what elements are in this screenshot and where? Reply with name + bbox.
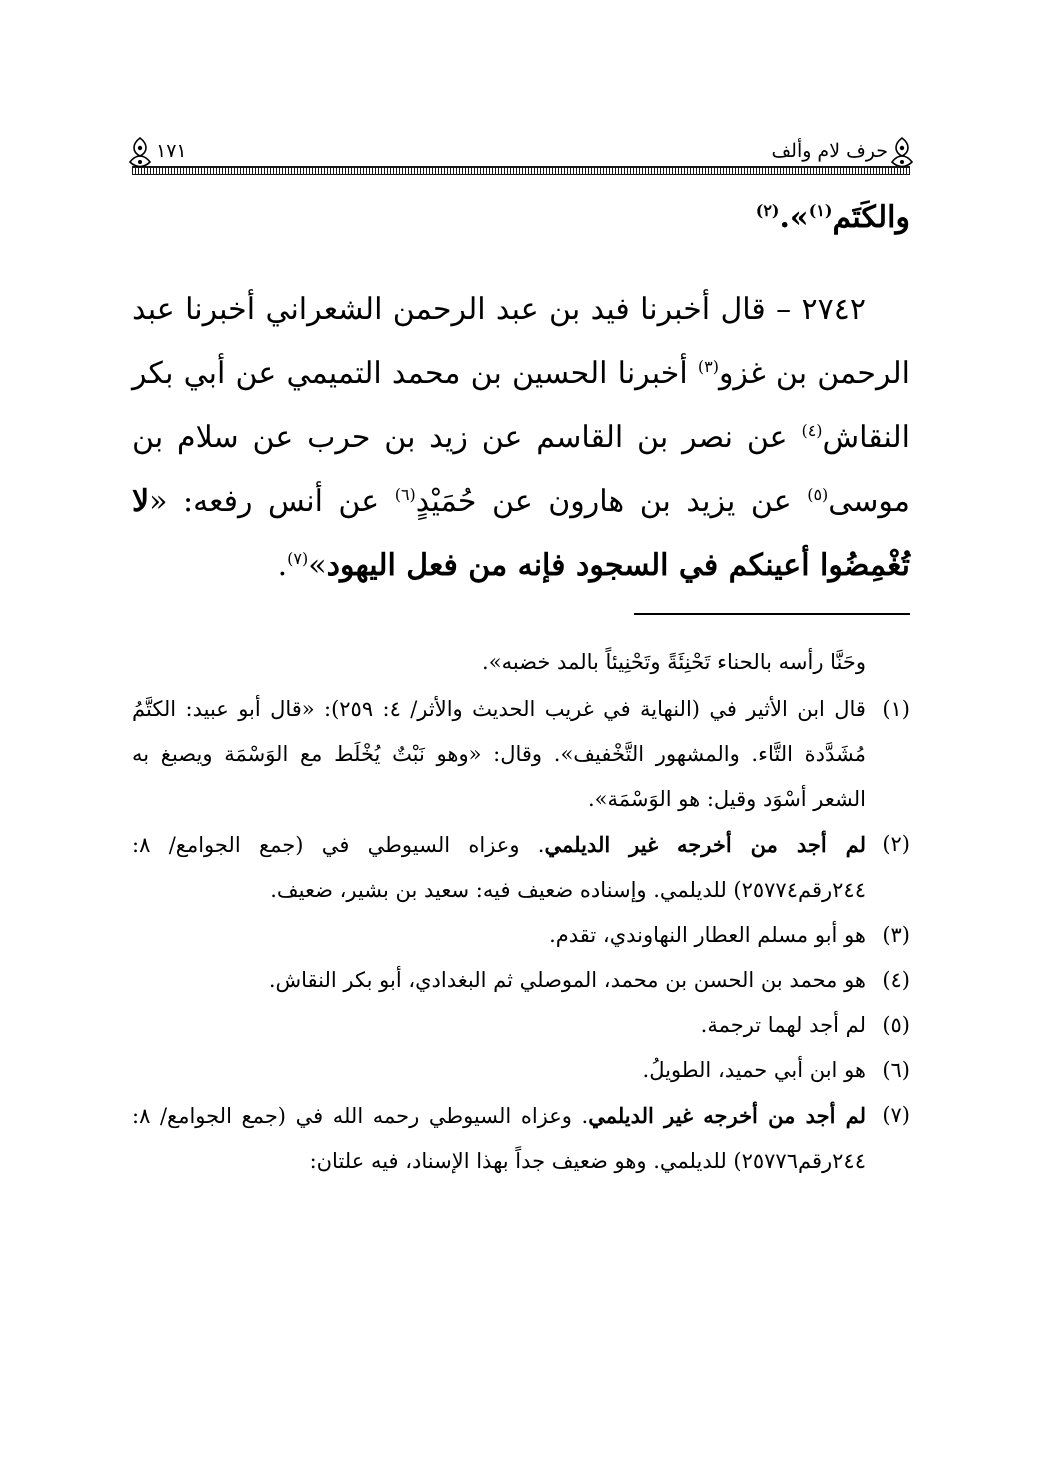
hadith-text: عن يزيد بن هارون عن حُمَيْدٍ — [415, 484, 792, 519]
footnote-item — [132, 687, 910, 822]
footnote-text: لم أجد لهما ترجمة. — [700, 1013, 866, 1037]
footnote-bold: لم أجد من أخرجه غير الديلمي — [588, 1103, 867, 1128]
footnote-divider — [634, 613, 910, 615]
hadith-quote: لا تُغْمِضُوا أعينكم في السجود فإنه من فعل اليهود — [132, 484, 910, 583]
footnote-item — [132, 1093, 910, 1184]
footnote-text: هو أبو مسلم العطار النهاوندي، تقدم. — [549, 923, 866, 947]
footnote-item — [132, 958, 910, 1003]
hadith-text: قال أخبرنا فيد بن عبد الرحمن الشعراني أخبرنا عبد الرحمن بن غزو — [132, 292, 910, 391]
footnote-text: قال ابن الأثير في (النهاية في غريب الحديث والأثر/ ٤: ٢٥٩): «قال أبو عبيد: الكتَّمُ مُشَدَّدة التَّاء. والمشهور التَّخْفيف». وقال: «وهو نَبْتٌ يُخْلَط مع الوَسْمَة ويصبغ به الشعر أسْوَد وقيل: هو الوَسْمَة». — [132, 697, 866, 811]
hadith-number: ٢٧٤٢ — [801, 292, 866, 327]
footnote-item — [132, 822, 910, 913]
footnote-ref[interactable]: (١) — [808, 201, 833, 220]
footnote-ref[interactable]: (٤) — [801, 421, 823, 440]
footnote-ref[interactable]: (٣) — [697, 357, 719, 376]
header-title: حرف لام وألف — [771, 140, 888, 162]
footnote-bold: لم أجد من أخرجه غير الديلمي — [544, 832, 866, 857]
continuation-line — [132, 186, 910, 250]
quote-close: ». — [779, 200, 809, 235]
hadith-text: عن أنس رفعه: « — [149, 484, 380, 519]
footnote-text: هو ابن أبي حميد، الطويلُ. — [642, 1058, 866, 1082]
footnote-number: (٦) — [882, 1058, 910, 1082]
footnote-continuation: وحَنَّا رأسه بالحناء تَحْنِئَةً وتَحْنِيئاً بالمد خضبه». — [482, 650, 866, 674]
footnote-number: (٤) — [882, 968, 910, 992]
footnote-ref[interactable]: (٦) — [394, 485, 416, 504]
footnote-item — [132, 1048, 910, 1093]
footnote-item — [132, 1003, 910, 1048]
hadith-text: عن نصر بن القاسم عن زيد بن حرب عن سلام بن موسى — [132, 420, 910, 519]
quote-close: » — [308, 548, 327, 583]
footnotes — [132, 640, 910, 1184]
footnote-number: (٢) — [882, 832, 910, 856]
page-number: ١٧١ — [156, 140, 187, 162]
footnote-text: لم أجد من أخرجه غير الديلمي. وعزاه السيوطي في (جمع الجوامع/ ٨: ٢٤٤رقم٢٥٧٧٤) للديلمي. وإسناده ضعيف فيه: سعيد بن بشير، ضعيف. — [132, 832, 866, 902]
footnote-number: (٣) — [882, 923, 910, 947]
hadith-dash: – — [776, 292, 792, 327]
footnote-number: (٥) — [882, 1013, 910, 1037]
hadith-end: . — [277, 548, 288, 583]
main-text — [132, 186, 910, 598]
footnote-number: (١) — [882, 697, 910, 721]
floral-ornament-icon — [126, 136, 154, 170]
continuation-text: والكَتَم — [832, 200, 910, 235]
footnote-text: هو محمد بن الحسن بن محمد، الموصلي ثم البغدادي، أبو بكر النقاش. — [268, 968, 866, 992]
floral-ornament-icon — [888, 136, 916, 170]
footnote-ref[interactable]: (٢) — [755, 201, 780, 220]
header-rule — [132, 166, 910, 175]
running-header — [132, 132, 910, 182]
footnote-item — [132, 913, 910, 958]
hadith-paragraph — [132, 278, 910, 598]
footnote-number: (٧) — [882, 1103, 910, 1127]
footnote-ref[interactable]: (٧) — [287, 549, 309, 568]
hadith-text: أخبرنا الحسين بن محمد التميمي عن أبي بكر النقاش — [132, 356, 910, 455]
footnote-ref[interactable]: (٥) — [807, 485, 829, 504]
footnote-text: لم أجد من أخرجه غير الديلمي. وعزاه السيوطي رحمه الله في (جمع الجوامع/ ٨: ٢٤٤رقم٢٥٧٧٦) للديلمي. وهو ضعيف جداً بهذا الإسناد، فيه علتان: — [132, 1103, 867, 1173]
